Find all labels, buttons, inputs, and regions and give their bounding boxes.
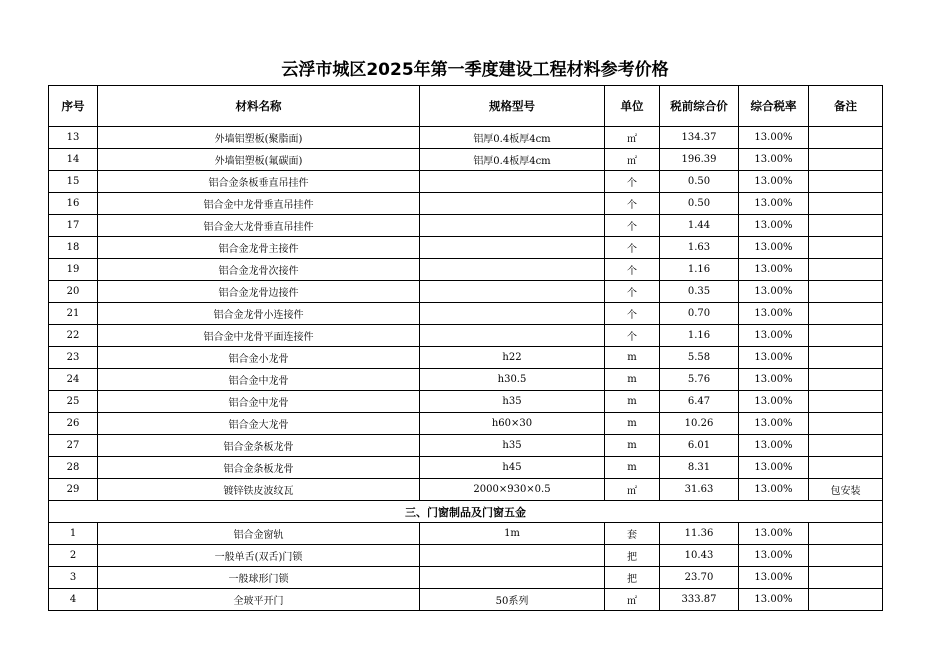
cell-price: 23.70 (660, 567, 739, 589)
cell-note (809, 259, 883, 281)
header-price: 税前综合价 (660, 86, 739, 127)
header-spec: 规格型号 (420, 86, 605, 127)
cell-name: 铝合金龙骨主接件 (98, 237, 420, 259)
cell-name: 铝合金条板龙骨 (98, 435, 420, 457)
table-row (49, 567, 883, 589)
cell-rate: 13.00% (739, 567, 809, 589)
cell-spec: 1m (420, 523, 605, 545)
cell-note (809, 281, 883, 303)
cell-note (809, 589, 883, 611)
cell-spec: h45 (420, 457, 605, 479)
cell-name: 铝合金小龙骨 (98, 347, 420, 369)
table-row (49, 281, 883, 303)
cell-unit: m (605, 457, 660, 479)
header-note: 备注 (809, 86, 883, 127)
table-row (49, 391, 883, 413)
cell-spec: 2000×930×0.5 (420, 479, 605, 501)
cell-unit: 个 (605, 171, 660, 193)
cell-unit: m (605, 347, 660, 369)
cell-no: 17 (49, 215, 98, 237)
cell-price: 0.50 (660, 193, 739, 215)
cell-price: 11.36 (660, 523, 739, 545)
cell-rate: 13.00% (739, 193, 809, 215)
cell-no: 18 (49, 237, 98, 259)
cell-note (809, 127, 883, 149)
table-row (49, 259, 883, 281)
cell-no: 21 (49, 303, 98, 325)
cell-note (809, 369, 883, 391)
cell-note (809, 215, 883, 237)
cell-unit: ㎡ (605, 127, 660, 149)
section-title: 三、门窗制品及门窗五金 (49, 501, 883, 523)
cell-spec: h30.5 (420, 369, 605, 391)
cell-spec: 铝厚0.4板厚4cm (420, 127, 605, 149)
cell-unit: 个 (605, 303, 660, 325)
cell-rate: 13.00% (739, 347, 809, 369)
header-row (49, 86, 883, 127)
cell-note (809, 347, 883, 369)
cell-spec (420, 281, 605, 303)
cell-unit: ㎡ (605, 479, 660, 501)
cell-note: 包安装 (809, 479, 883, 501)
cell-rate: 13.00% (739, 369, 809, 391)
cell-note (809, 193, 883, 215)
table-row (49, 303, 883, 325)
table-row (49, 347, 883, 369)
cell-spec (420, 325, 605, 347)
table-row (49, 127, 883, 149)
cell-rate: 13.00% (739, 589, 809, 611)
cell-unit: 个 (605, 259, 660, 281)
cell-no: 22 (49, 325, 98, 347)
cell-spec (420, 567, 605, 589)
cell-rate: 13.00% (739, 237, 809, 259)
cell-spec: h60×30 (420, 413, 605, 435)
cell-price: 5.58 (660, 347, 739, 369)
table-row (49, 523, 883, 545)
cell-rate: 13.00% (739, 457, 809, 479)
cell-name: 镀锌铁皮波纹瓦 (98, 479, 420, 501)
cell-price: 0.70 (660, 303, 739, 325)
cell-name: 外墙铝塑板(聚脂面) (98, 127, 420, 149)
cell-note (809, 237, 883, 259)
cell-name: 铝合金中龙骨平面连接件 (98, 325, 420, 347)
cell-rate: 13.00% (739, 413, 809, 435)
cell-unit: 个 (605, 215, 660, 237)
table-row (49, 325, 883, 347)
cell-name: 铝合金条板垂直吊挂件 (98, 171, 420, 193)
header-no: 序号 (49, 86, 98, 127)
cell-no: 19 (49, 259, 98, 281)
cell-price: 1.44 (660, 215, 739, 237)
cell-unit: 把 (605, 567, 660, 589)
cell-no: 24 (49, 369, 98, 391)
cell-note (809, 435, 883, 457)
cell-price: 196.39 (660, 149, 739, 171)
cell-name: 铝合金大龙骨垂直吊挂件 (98, 215, 420, 237)
cell-unit: m (605, 435, 660, 457)
cell-note (809, 303, 883, 325)
cell-name: 铝合金龙骨小连接件 (98, 303, 420, 325)
cell-name: 铝合金条板龙骨 (98, 457, 420, 479)
table-row (49, 435, 883, 457)
cell-price: 5.76 (660, 369, 739, 391)
cell-rate: 13.00% (739, 171, 809, 193)
cell-price: 134.37 (660, 127, 739, 149)
cell-unit: 把 (605, 545, 660, 567)
cell-price: 8.31 (660, 457, 739, 479)
table-row (49, 193, 883, 215)
cell-note (809, 391, 883, 413)
cell-rate: 13.00% (739, 303, 809, 325)
cell-name: 铝合金中龙骨垂直吊挂件 (98, 193, 420, 215)
cell-price: 0.35 (660, 281, 739, 303)
cell-no: 2 (49, 545, 98, 567)
cell-unit: 个 (605, 325, 660, 347)
cell-unit: m (605, 413, 660, 435)
cell-note (809, 523, 883, 545)
cell-rate: 13.00% (739, 523, 809, 545)
cell-name: 全玻平开门 (98, 589, 420, 611)
cell-spec (420, 237, 605, 259)
cell-no: 23 (49, 347, 98, 369)
cell-spec (420, 303, 605, 325)
cell-unit: 个 (605, 281, 660, 303)
cell-unit: ㎡ (605, 589, 660, 611)
cell-name: 铝合金窗轨 (98, 523, 420, 545)
cell-price: 1.16 (660, 259, 739, 281)
cell-spec (420, 259, 605, 281)
cell-rate: 13.00% (739, 479, 809, 501)
table-row (49, 171, 883, 193)
cell-note (809, 567, 883, 589)
cell-spec: 铝厚0.4板厚4cm (420, 149, 605, 171)
header-unit: 单位 (605, 86, 660, 127)
cell-note (809, 545, 883, 567)
cell-note (809, 325, 883, 347)
cell-no: 14 (49, 149, 98, 171)
cell-spec: h35 (420, 391, 605, 413)
cell-rate: 13.00% (739, 215, 809, 237)
table-row (49, 545, 883, 567)
cell-unit: m (605, 369, 660, 391)
cell-no: 20 (49, 281, 98, 303)
cell-name: 铝合金中龙骨 (98, 369, 420, 391)
cell-price: 10.43 (660, 545, 739, 567)
cell-price: 10.26 (660, 413, 739, 435)
cell-rate: 13.00% (739, 391, 809, 413)
cell-rate: 13.00% (739, 435, 809, 457)
cell-spec: h35 (420, 435, 605, 457)
cell-rate: 13.00% (739, 325, 809, 347)
cell-note (809, 413, 883, 435)
cell-note (809, 171, 883, 193)
table-row (49, 413, 883, 435)
table-row (49, 369, 883, 391)
table-row (49, 149, 883, 171)
table-row (49, 479, 883, 501)
cell-price: 1.16 (660, 325, 739, 347)
cell-name: 一般球形门锁 (98, 567, 420, 589)
table-row (49, 237, 883, 259)
cell-spec (420, 193, 605, 215)
cell-rate: 13.00% (739, 281, 809, 303)
cell-name: 铝合金大龙骨 (98, 413, 420, 435)
price-table (48, 85, 883, 611)
cell-no: 16 (49, 193, 98, 215)
cell-unit: 个 (605, 237, 660, 259)
cell-rate: 13.00% (739, 127, 809, 149)
cell-rate: 13.00% (739, 545, 809, 567)
cell-name: 铝合金龙骨边接件 (98, 281, 420, 303)
cell-spec (420, 215, 605, 237)
cell-no: 28 (49, 457, 98, 479)
cell-spec: h22 (420, 347, 605, 369)
cell-price: 0.50 (660, 171, 739, 193)
cell-spec: 50系列 (420, 589, 605, 611)
cell-no: 29 (49, 479, 98, 501)
cell-rate: 13.00% (739, 149, 809, 171)
header-rate: 综合税率 (739, 86, 809, 127)
section-row (49, 501, 883, 523)
cell-unit: m (605, 391, 660, 413)
cell-spec (420, 545, 605, 567)
cell-no: 3 (49, 567, 98, 589)
cell-price: 1.63 (660, 237, 739, 259)
header-name: 材料名称 (98, 86, 420, 127)
cell-name: 外墙铝塑板(氟碳面) (98, 149, 420, 171)
table-row (49, 457, 883, 479)
cell-no: 1 (49, 523, 98, 545)
cell-no: 4 (49, 589, 98, 611)
table-row (49, 215, 883, 237)
cell-spec (420, 171, 605, 193)
cell-price: 6.47 (660, 391, 739, 413)
cell-rate: 13.00% (739, 259, 809, 281)
cell-name: 铝合金中龙骨 (98, 391, 420, 413)
cell-price: 6.01 (660, 435, 739, 457)
cell-unit: 套 (605, 523, 660, 545)
page-title: 云浮市城区2025年第一季度建设工程材料参考价格 (281, 60, 669, 80)
cell-unit: 个 (605, 193, 660, 215)
cell-no: 27 (49, 435, 98, 457)
cell-no: 26 (49, 413, 98, 435)
cell-name: 一般单舌(双舌)门锁 (98, 545, 420, 567)
table-row (49, 589, 883, 611)
cell-note (809, 149, 883, 171)
cell-no: 25 (49, 391, 98, 413)
cell-no: 15 (49, 171, 98, 193)
cell-price: 333.87 (660, 589, 739, 611)
cell-name: 铝合金龙骨次接件 (98, 259, 420, 281)
cell-price: 31.63 (660, 479, 739, 501)
cell-no: 13 (49, 127, 98, 149)
cell-unit: ㎡ (605, 149, 660, 171)
cell-note (809, 457, 883, 479)
